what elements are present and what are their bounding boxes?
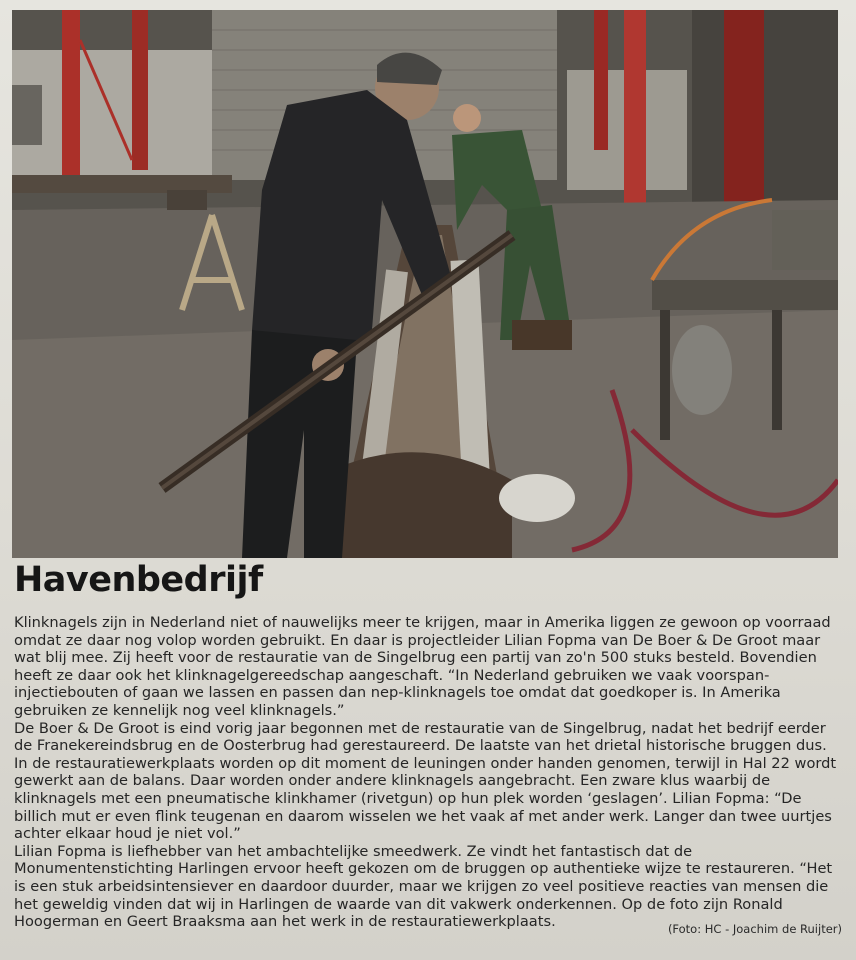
article-body bbox=[14, 614, 844, 931]
article-paragraph: De Boer & De Groot is eind vorig jaar begonnen met de restauratie van de Singelbrug, nadat het bedrijf eerder de Franekereindsbrug en de Oosterbrug had gerestaureerd. De laatste van het drietal historische bruggen dus. bbox=[14, 719, 827, 755]
workshop-photo-illustration bbox=[12, 10, 838, 558]
photo-credit: (Foto: HC - Joachim de Ruijter) bbox=[667, 922, 842, 936]
article-paragraph: Lilian Fopma is liefhebber van het ambachtelijke smeedwerk. Ze vindt het fantastisch dat de Monumentenstichting Harlingen ervoor heeft gekozen om de bruggen op authentieke wijze te restaureren. “Het is een stuk arbeidsintensiever en daardoor duurder, maar we krijgen zo veel positieve reacties van mensen die het geweldig vinden dat wij in Harlingen de waarde van dit vakwerk onderkennen. Op de foto zijn Ronald Hoogerman en Geert Braaksma aan het werk in de restauratiewerkplaats. bbox=[14, 842, 833, 931]
article-paragraph: Klinknagels zijn in Nederland niet of nauwelijks meer te krijgen, maar in Amerika liggen ze gewoon op voorraad omdat ze daar nog volop worden gebruikt. En daar is projectleider Lilian Fopma van De Boer & De Groot maar wat blij mee. Zij heeft voor de restauratie van de Singelbrug een partij van zo'n 500 stuks besteld. Bovendien heeft ze daar ook het klinknagelgereedschap aangeschaft. “In Nederland gebruiken we vaak voorspan-injectiebouten of gaan we lassen en passen dan nep-klinknagels toe omdat dat goedkoper is. In Amerika gebruiken ze kennelijk nog veel klinknagels.” bbox=[14, 614, 831, 719]
workshop-photo bbox=[12, 10, 838, 558]
article-headline: Havenbedrijf bbox=[14, 560, 263, 600]
article-paragraph: In de restauratiewerkplaats worden op dit moment de leuningen onder handen genomen, terwijl in Hal 22 wordt gewerkt aan de balans. Daar worden onder andere klinknagels aangebracht. Een zware klus waarbij de klinknagels met een pneumatische klinkhamer (rivetgun) op hun plek worden ‘geslagen’. Lilian Fopma: “De billich mut er even flink teugenan en daarom wisselen we het vaak af met ander werk. Langer dan twee uurtjes achter elkaar houd je niet vol.” bbox=[14, 754, 837, 843]
